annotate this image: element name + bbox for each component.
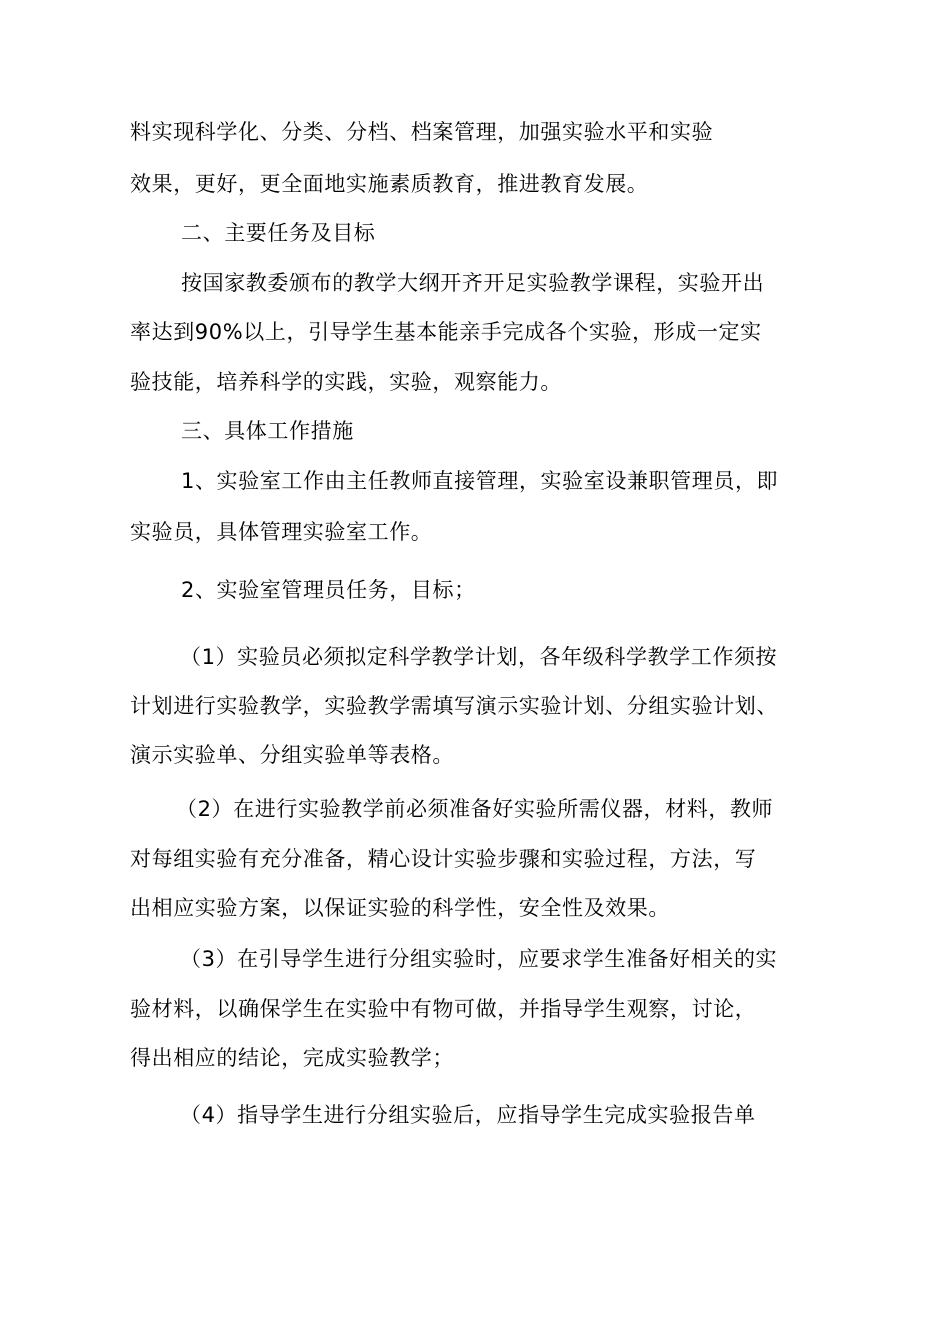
text-line: 实验员，具体管理实验室工作。	[130, 520, 433, 544]
text-line: （2）在进行实验教学前必须准备好实验所需仪器，材料，教师	[176, 797, 774, 821]
text-line: 验技能，培养科学的实践，实验，观察能力。	[130, 370, 562, 394]
text-line: 出相应实验方案，以保证实验的科学性，安全性及效果。	[130, 896, 670, 920]
section-heading: 二、主要任务及目标	[181, 221, 376, 245]
text-line: 效果，更好，更全面地实施素质教育，推进教育发展。	[130, 172, 649, 196]
text-line: 计划进行实验教学，实验教学需填写演示实验计划、分组实验计划、	[130, 694, 778, 718]
text-line: 率达到90%以上，引导学生基本能亲手完成各个实验，形成一定实	[130, 320, 762, 344]
text-line: （4）指导学生进行分组实验后，应指导学生完成实验报告单	[180, 1103, 756, 1127]
text-line: 料实现科学化、分类、分档、档案管理，加强实验水平和实验	[130, 120, 714, 144]
text-line: （1）实验员必须拟定科学教学计划，各年级科学教学工作须按	[180, 645, 778, 669]
text-line: 验材料，以确保学生在实验中有物可做，并指导学生观察，讨论，	[130, 997, 757, 1021]
section-heading: 三、具体工作措施	[181, 419, 354, 443]
text-line: 按国家教委颁布的教学大纲开齐开足实验教学课程，实验开出	[181, 271, 765, 295]
text-line: 对每组实验有充分准备，精心设计实验步骤和实验过程，方法，写	[130, 847, 757, 871]
text-line: 演示实验单、分组实验单等表格。	[130, 743, 454, 767]
text-line: （3）在引导学生进行分组实验时，应要求学生准备好相关的实	[180, 947, 778, 971]
text-line: 1、实验室工作由主任教师直接管理，实验室设兼职管理员，即	[181, 469, 779, 493]
text-line: 2、实验室管理员任务，目标；	[181, 578, 476, 602]
text-line: 得出相应的结论，完成实验教学；	[130, 1046, 454, 1070]
